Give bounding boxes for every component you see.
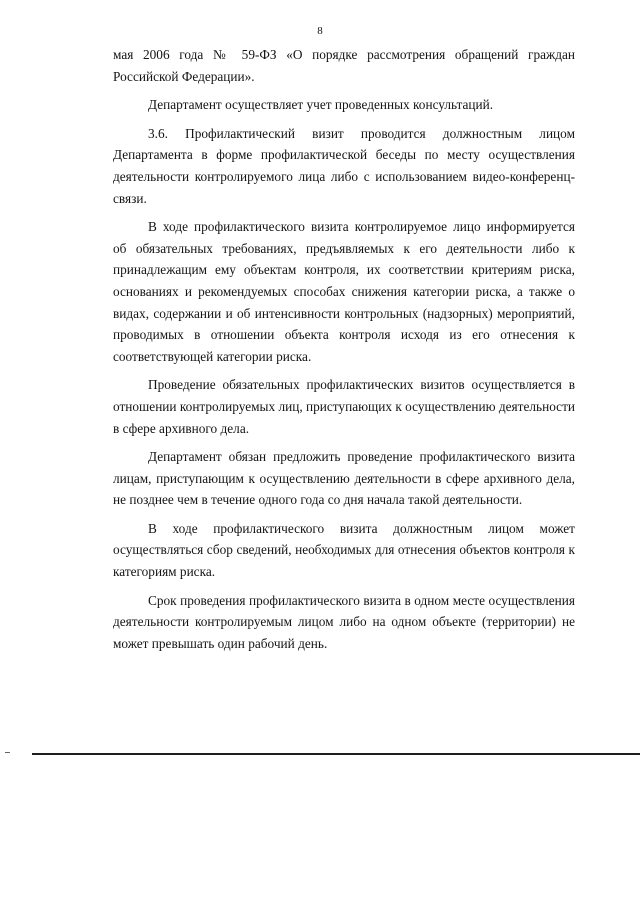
paragraph-mandatory-visits: Проведение обязательных профилактических визитов осуществляется в отношении контролируемых лиц, приступающих к осуществлению деятельности в сфере архивного дела. — [113, 377, 575, 436]
document-body — [113, 44, 575, 654]
paragraph-3-6-preventive-visit: 3.6. Профилактический визит проводится должностным лицом Департамента в форме профилактической беседы по месту осуществления деятельности контролируемого лица либо с использованием видео-конференц-связи. — [113, 125, 575, 206]
bottom-rule — [32, 753, 640, 755]
paragraph-visit-information: В ходе профилактического визита контролируемое лицо информируется об обязательных требованиях, предъявляемых к его деятельности либо к принадлежащим ему объектам контроля, их соответствии критериям риска, основаниях и рекомендуемых способах снижения категории риска, а также о видах, содержании и об интенсивности контрольных (надзорных) мероприятий, проводимых в отношении объекта контроля исходя из его отнесения к соответствующей категории риска. — [113, 219, 575, 364]
paragraph-visit-duration: Срок проведения профилактического визита в одном месте осуществления деятельности контролируемым лицом либо на одном объекте (территории) не может превышать один рабочий день. — [113, 592, 575, 651]
scan-edge-mark — [5, 752, 10, 753]
paragraph-data-collection: В ходе профилактического визита должностным лицом может осуществляться сбор сведений, необходимых для отнесения объектов контроля к категориям риска. — [113, 520, 575, 580]
page-number: 8 — [317, 25, 323, 37]
paragraph-continuation: мая 2006 года № 59-ФЗ «О порядке рассмотрения обращений граждан Российской Федерации». — [113, 47, 575, 84]
paragraph-department-obligation: Департамент обязан предложить проведение профилактического визита лицам, приступающим к осуществлению деятельности в сфере архивного дела, не позднее чем в течение одного года со дня начала такой деятельности. — [113, 449, 575, 508]
paragraph-consultations-record: Департамент осуществляет учет проведенных консультаций. — [148, 97, 494, 113]
